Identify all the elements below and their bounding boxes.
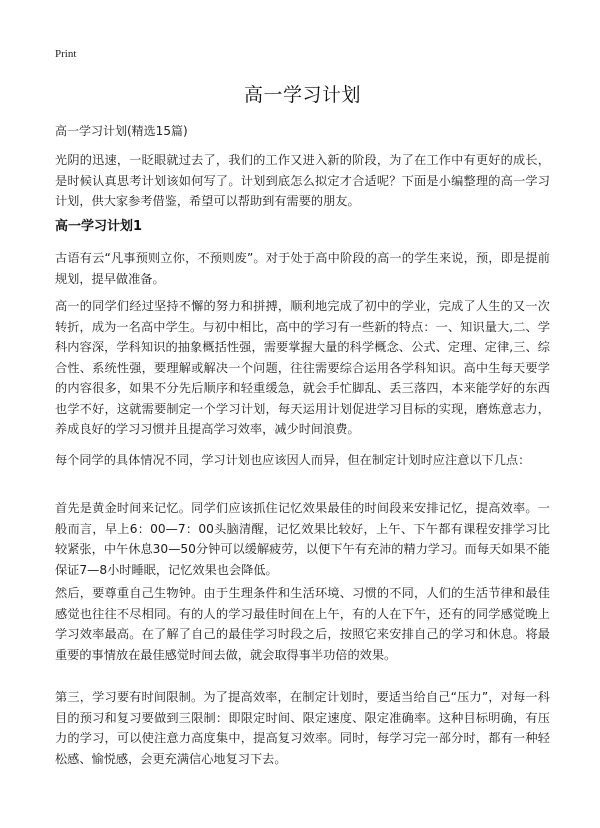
document-subtitle: 高一学习计划(精选15篇) bbox=[55, 124, 188, 138]
paragraph-3: 每个同学的具体情况不同，学习计划也应该因人而异，但在制定计划时应注意以下几点： bbox=[55, 453, 531, 467]
page-title: 高一学习计划 bbox=[243, 84, 361, 106]
paragraph-5: 然后，要尊重自己生物钟。由于生理条件和生活环境、习惯的不同，人们的生活节律和最佳感觉也往往不尽相同。有的人的学习最佳时间在上午，有的人在下午，还有的同学感觉晚上学习效率最高。在了解了自己的最佳学习时段之后，按照它来安排自己的学习和休息。将最重要的事情放在最佳感觉时间去做，就会取得事半功倍的效果。 bbox=[55, 586, 550, 662]
paragraph-6: 第三，学习要有时间限制。为了提高效率，在制定计划时，要适当给自己“压力”，对每一科目的预习和复习要做到三限制：即限定时间、限定速度、限定准确率。这种目标明确，有压力的学习，可以使注意力高度集中，提高复习效率。同时，每学习完一部分时，都有一种轻松感、愉悦感，会更充满信心地复习下去。 bbox=[55, 690, 550, 766]
print-label[interactable]: Print bbox=[55, 48, 77, 60]
paragraph-2: 高一的同学们经过坚持不懈的努力和拼搏，顺利地完成了初中的学业，完成了人生的又一次转折，成为一名高中学生。与初中相比，高中的学习有一些新的特点：一、知识量大,二、学科内容深，学科知识的抽象概括性强，需要掌握大量的科学概念、公式、定理、定律,三、综合性、系统性强，要理解或解决一个问题，往往需要综合运用各学科知识。高中生每天要学的内容很多，如果不分先后顺序和轻重缓急，就会手忙脚乱、丢三落四，本来能学好的东西也学不好，这就需要制定一个学习计划，每天运用计划促进学习目标的实现，磨炼意志力，养成良好的学习习惯并且提高学习效率，减少时间浪费。 bbox=[55, 299, 550, 436]
section-heading: 高一学习计划1 bbox=[55, 219, 143, 234]
intro-paragraph: 光阴的迅速，一眨眼就过去了，我们的工作又进入新的阶段，为了在工作中有更好的成长，是时候认真思考计划该如何写了。计划到底怎么拟定才合适呢？下面是小编整理的高一学习计划，供大家参考借鉴，希望可以帮助到有需要的朋友。 bbox=[55, 153, 550, 208]
paragraph-1: 古语有云“凡事预则立你，不预则废”。对于处于高中阶段的高一的学生来说，预，即是提前规划，提早做准备。 bbox=[55, 251, 550, 286]
paragraph-4: 首先是黄金时间来记忆。同学们应该抓住记忆效果最佳的时间段来安排记忆，提高效率。一般而言，早上6：00—7：00头脑清醒，记忆效果比较好，上午、下午都有课程安排学习比较紧张，中午休息30—50分钟可以缓解疲劳，以便下午有充沛的精力学习。而每天如果不能保证7—8小时睡眠，记忆效果也会降低。 bbox=[55, 501, 550, 577]
